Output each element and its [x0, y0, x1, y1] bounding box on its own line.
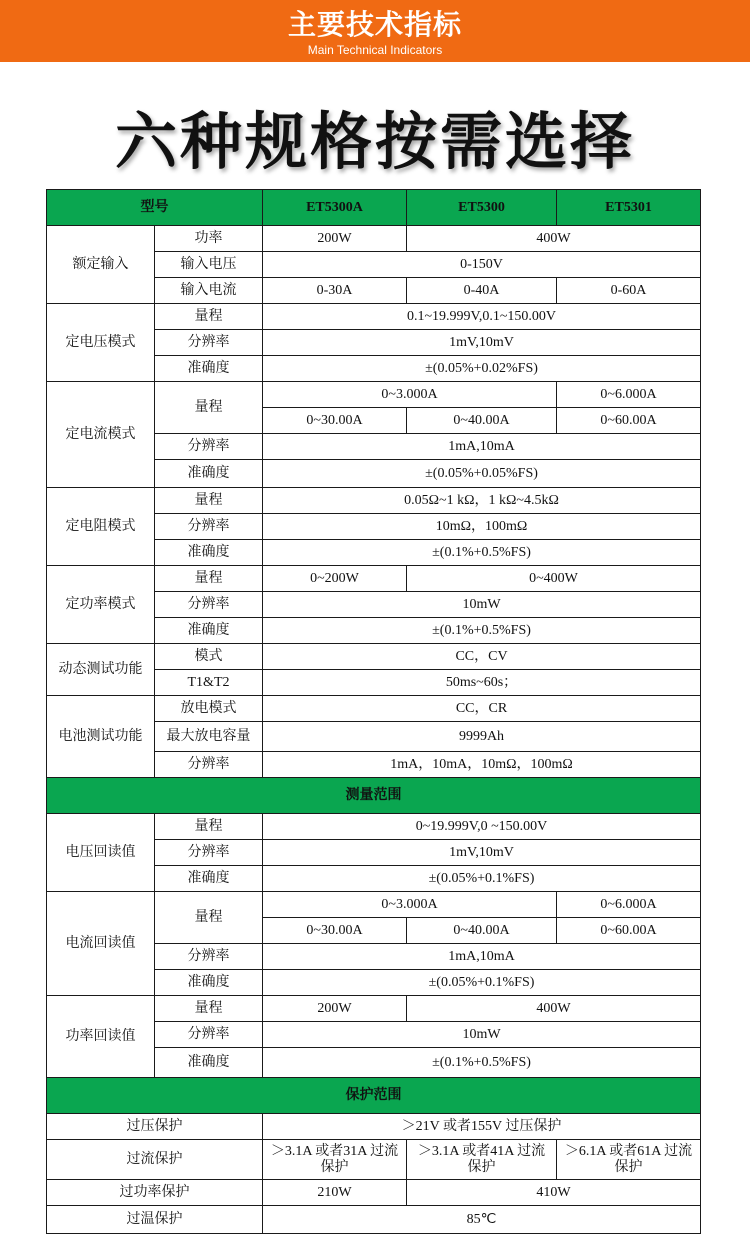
group-rated-input: 额定输入 — [47, 226, 155, 304]
cell-value: 1mA,10mA — [263, 434, 701, 460]
cell-value: 210W — [263, 1180, 407, 1206]
section-header-protection: 保护范围 — [47, 1078, 701, 1114]
cell-value: ±(0.05%+0.02%FS) — [263, 356, 701, 382]
table-header-row — [47, 190, 701, 226]
cell-value: ±(0.05%+0.1%FS) — [263, 866, 701, 892]
cell-value: 10mΩ，100mΩ — [263, 514, 701, 540]
group-battery-test: 电池测试功能 — [47, 696, 155, 778]
row-label: 分辨率 — [155, 752, 263, 778]
group-current-readback: 电流回读值 — [47, 892, 155, 996]
table-row — [47, 1140, 701, 1180]
row-label: 分辨率 — [155, 592, 263, 618]
table-row — [47, 644, 701, 670]
table-row — [47, 1206, 701, 1234]
table-row — [47, 696, 701, 722]
row-label: 过流保护 — [47, 1140, 263, 1180]
cell-value: CC，CR — [263, 696, 701, 722]
row-label: 量程 — [155, 488, 263, 514]
cell-value: 1mA，10mA，10mΩ，100mΩ — [263, 752, 701, 778]
cell-value: 1mA,10mA — [263, 944, 701, 970]
cell-value: 0~40.00A — [407, 918, 557, 944]
header-et5300a: ET5300A — [263, 190, 407, 226]
section-header-measure: 测量范围 — [47, 778, 701, 814]
banner-title: 主要技术指标 — [287, 8, 462, 41]
cell-value: 0.05Ω~1 kΩ，1 kΩ~4.5kΩ — [263, 488, 701, 514]
group-cc-mode: 定电流模式 — [47, 382, 155, 488]
cell-value: ＞3.1A 或者31A 过流保护 — [263, 1140, 407, 1180]
row-label: 量程 — [155, 814, 263, 840]
cell-value: ±(0.1%+0.5%FS) — [263, 540, 701, 566]
row-label: 最大放电容量 — [155, 722, 263, 752]
table-row — [47, 814, 701, 840]
cell-value: ＞3.1A 或者41A 过流保护 — [407, 1140, 557, 1180]
cell-value: 1mV,10mV — [263, 330, 701, 356]
cell-value: 0~400W — [407, 566, 701, 592]
cell-value: 0-40A — [407, 278, 557, 304]
page-heading: 六种规格按需选择 — [114, 105, 635, 178]
cell-value: 0~3.000A — [263, 892, 557, 918]
row-label: 过温保护 — [47, 1206, 263, 1234]
row-label: 过功率保护 — [47, 1180, 263, 1206]
cell-value: 1mV,10mV — [263, 840, 701, 866]
group-voltage-readback: 电压回读值 — [47, 814, 155, 892]
row-label: 过压保护 — [47, 1114, 263, 1140]
cell-value: 0~60.00A — [557, 918, 701, 944]
cell-value: ±(0.05%+0.05%FS) — [263, 460, 701, 488]
row-label: 量程 — [155, 382, 263, 434]
cell-value: 0-150V — [263, 252, 701, 278]
cell-value: 0~3.000A — [263, 382, 557, 408]
banner — [0, 0, 750, 62]
table-row — [47, 382, 701, 408]
cell-value: 0~30.00A — [263, 408, 407, 434]
cell-value: 410W — [407, 1180, 701, 1206]
cell-value: 0~19.999V,0 ~150.00V — [263, 814, 701, 840]
row-label: 功率 — [155, 226, 263, 252]
cell-value: 400W — [407, 996, 701, 1022]
row-label: 输入电压 — [155, 252, 263, 278]
row-label: 准确度 — [155, 1048, 263, 1078]
cell-value: ±(0.05%+0.1%FS) — [263, 970, 701, 996]
group-cp-mode: 定功率模式 — [47, 566, 155, 644]
row-label: 准确度 — [155, 618, 263, 644]
row-label: T1&T2 — [155, 670, 263, 696]
table-row — [47, 226, 701, 252]
cell-value: 0~30.00A — [263, 918, 407, 944]
row-label: 分辨率 — [155, 944, 263, 970]
table-row — [47, 892, 701, 918]
cell-value: 10mW — [263, 592, 701, 618]
row-label: 模式 — [155, 644, 263, 670]
cell-value: 200W — [263, 996, 407, 1022]
table-row — [47, 1114, 701, 1140]
row-label: 量程 — [155, 892, 263, 944]
row-label: 准确度 — [155, 356, 263, 382]
group-cr-mode: 定电阻模式 — [47, 488, 155, 566]
row-label: 量程 — [155, 304, 263, 330]
cell-value: 0~60.00A — [557, 408, 701, 434]
section-header-row — [47, 1078, 701, 1114]
row-label: 分辨率 — [155, 1022, 263, 1048]
section-header-row — [47, 778, 701, 814]
row-label: 分辨率 — [155, 330, 263, 356]
cell-value: 0-30A — [263, 278, 407, 304]
table-row — [47, 1180, 701, 1206]
group-power-readback: 功率回读值 — [47, 996, 155, 1078]
cell-value: 0-60A — [557, 278, 701, 304]
row-label: 量程 — [155, 996, 263, 1022]
cell-value: 0~6.000A — [557, 382, 701, 408]
row-label: 分辨率 — [155, 840, 263, 866]
header-et5301: ET5301 — [557, 190, 701, 226]
group-cv-mode: 定电压模式 — [47, 304, 155, 382]
cell-value: ＞6.1A 或者61A 过流保护 — [557, 1140, 701, 1180]
table-row — [47, 996, 701, 1022]
table-row — [47, 488, 701, 514]
cell-value: ±(0.1%+0.5%FS) — [263, 1048, 701, 1078]
row-label: 准确度 — [155, 540, 263, 566]
cell-value: 0.1~19.999V,0.1~150.00V — [263, 304, 701, 330]
row-label: 准确度 — [155, 970, 263, 996]
row-label: 放电模式 — [155, 696, 263, 722]
cell-value: CC，CV — [263, 644, 701, 670]
header-et5300: ET5300 — [407, 190, 557, 226]
row-label: 量程 — [155, 566, 263, 592]
row-label: 准确度 — [155, 460, 263, 488]
table-row — [47, 566, 701, 592]
cell-value: 50ms~60s； — [263, 670, 701, 696]
table-row — [47, 304, 701, 330]
header-model: 型号 — [47, 190, 263, 226]
banner-subtitle: Main Technical Indicators — [307, 43, 443, 57]
cell-value: 0~6.000A — [557, 892, 701, 918]
cell-value: ±(0.1%+0.5%FS) — [263, 618, 701, 644]
row-label: 分辨率 — [155, 514, 263, 540]
row-label: 输入电流 — [155, 278, 263, 304]
cell-value: 85℃ — [263, 1206, 701, 1234]
row-label: 准确度 — [155, 866, 263, 892]
cell-value: 9999Ah — [263, 722, 701, 752]
cell-value: 200W — [263, 226, 407, 252]
cell-value: 400W — [407, 226, 701, 252]
cell-value: 0~40.00A — [407, 408, 557, 434]
group-dynamic-test: 动态测试功能 — [47, 644, 155, 696]
cell-value: ＞21V 或者155V 过压保护 — [263, 1114, 701, 1140]
spec-table — [46, 189, 701, 1234]
cell-value: 10mW — [263, 1022, 701, 1048]
cell-value: 0~200W — [263, 566, 407, 592]
row-label: 分辨率 — [155, 434, 263, 460]
